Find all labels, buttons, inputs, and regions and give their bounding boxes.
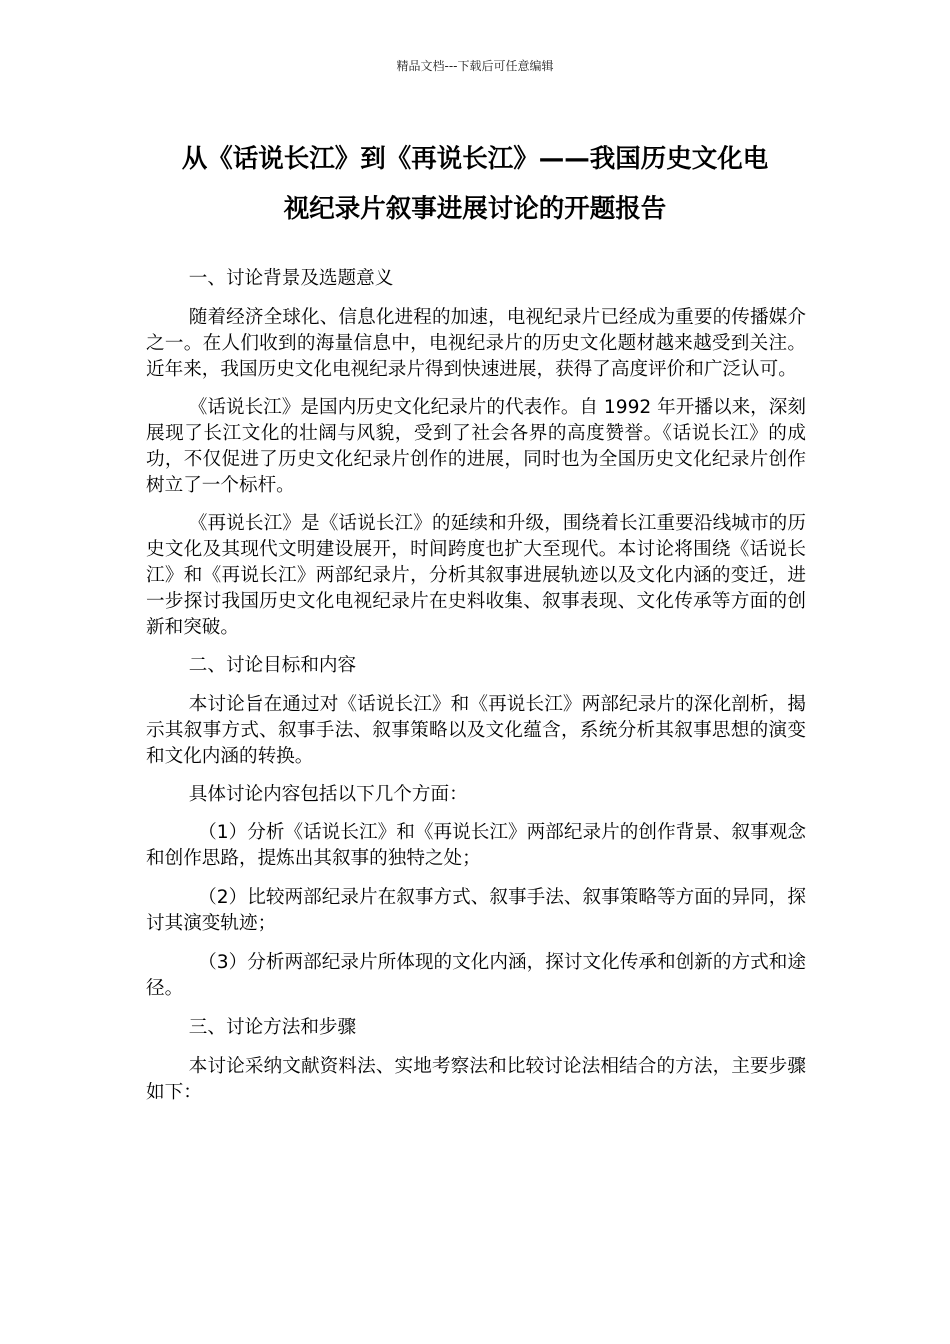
paragraph-methods-1: 本讨论采纳文献资料法、实地考察法和比较讨论法相结合的方法，主要步骤如下：	[146, 1056, 806, 1103]
title-line-1: 从《话说长江》到《再说长江》——我国历史文化电	[181, 144, 769, 174]
title-line-2: 视纪录片叙事进展讨论的开题报告	[283, 194, 667, 224]
list-item-2: （2）比较两部纪录片在叙事方式、叙事手法、叙事策略等方面的异同，探讨其演变轨迹；	[146, 887, 806, 934]
list-item-3: （3）分析两部纪录片所体现的文化内涵，探讨文化传承和创新的方式和途径。	[146, 952, 806, 999]
paragraph-background-1: 随着经济全球化、信息化进程的加速，电视纪录片已经成为重要的传播媒介之一。在人们收到的海量信息中，电视纪录片的历史文化题材越来越受到关注。近年来，我国历史文化电视纪录片得到快速进展，获得了高度评价和广泛认可。	[146, 307, 806, 380]
section-heading-goals: 二、讨论目标和内容	[188, 655, 357, 676]
section-heading-methods: 三、讨论方法和步骤	[188, 1017, 357, 1038]
document-body	[146, 266, 806, 1118]
document-title	[140, 134, 810, 234]
paragraph-background-3: 《再说长江》是《话说长江》的延续和升级，围绕着长江重要沿线城市的历史文化及其现代文明建设展开，时间跨度也扩大至现代。本讨论将围绕《话说长江》和《再说长江》两部纪录片，分析其叙事进展轨迹以及文化内涵的变迁，进一步探讨我国历史文化电视纪录片在史料收集、叙事表现、文化传承等方面的创新和突破。	[146, 513, 806, 638]
paragraph-goals-1: 本讨论旨在通过对《话说长江》和《再说长江》两部纪录片的深化剖析，揭示其叙事方式、叙事手法、叙事策略以及文化蕴含，系统分析其叙事思想的演变和文化内涵的转换。	[146, 694, 806, 767]
list-item-1: （1）分析《话说长江》和《再说长江》两部纪录片的创作背景、叙事观念和创作思路，提炼出其叙事的独特之处；	[146, 822, 806, 869]
page-header: 精品文档---下载后可任意编辑	[396, 59, 554, 73]
paragraph-background-2: 《话说长江》是国内历史文化纪录片的代表作。自 1992 年开播以来，深刻展现了长江文化的壮阔与风貌，受到了社会各界的高度赞誉。《话说长江》的成功，不仅促进了历史文化纪录片创作的进展，同时也为全国历史文化纪录片创作树立了一个标杆。	[146, 397, 806, 496]
paragraph-goals-2: 具体讨论内容包括以下几个方面：	[188, 784, 468, 805]
section-heading-background: 一、讨论背景及选题意义	[188, 268, 394, 289]
